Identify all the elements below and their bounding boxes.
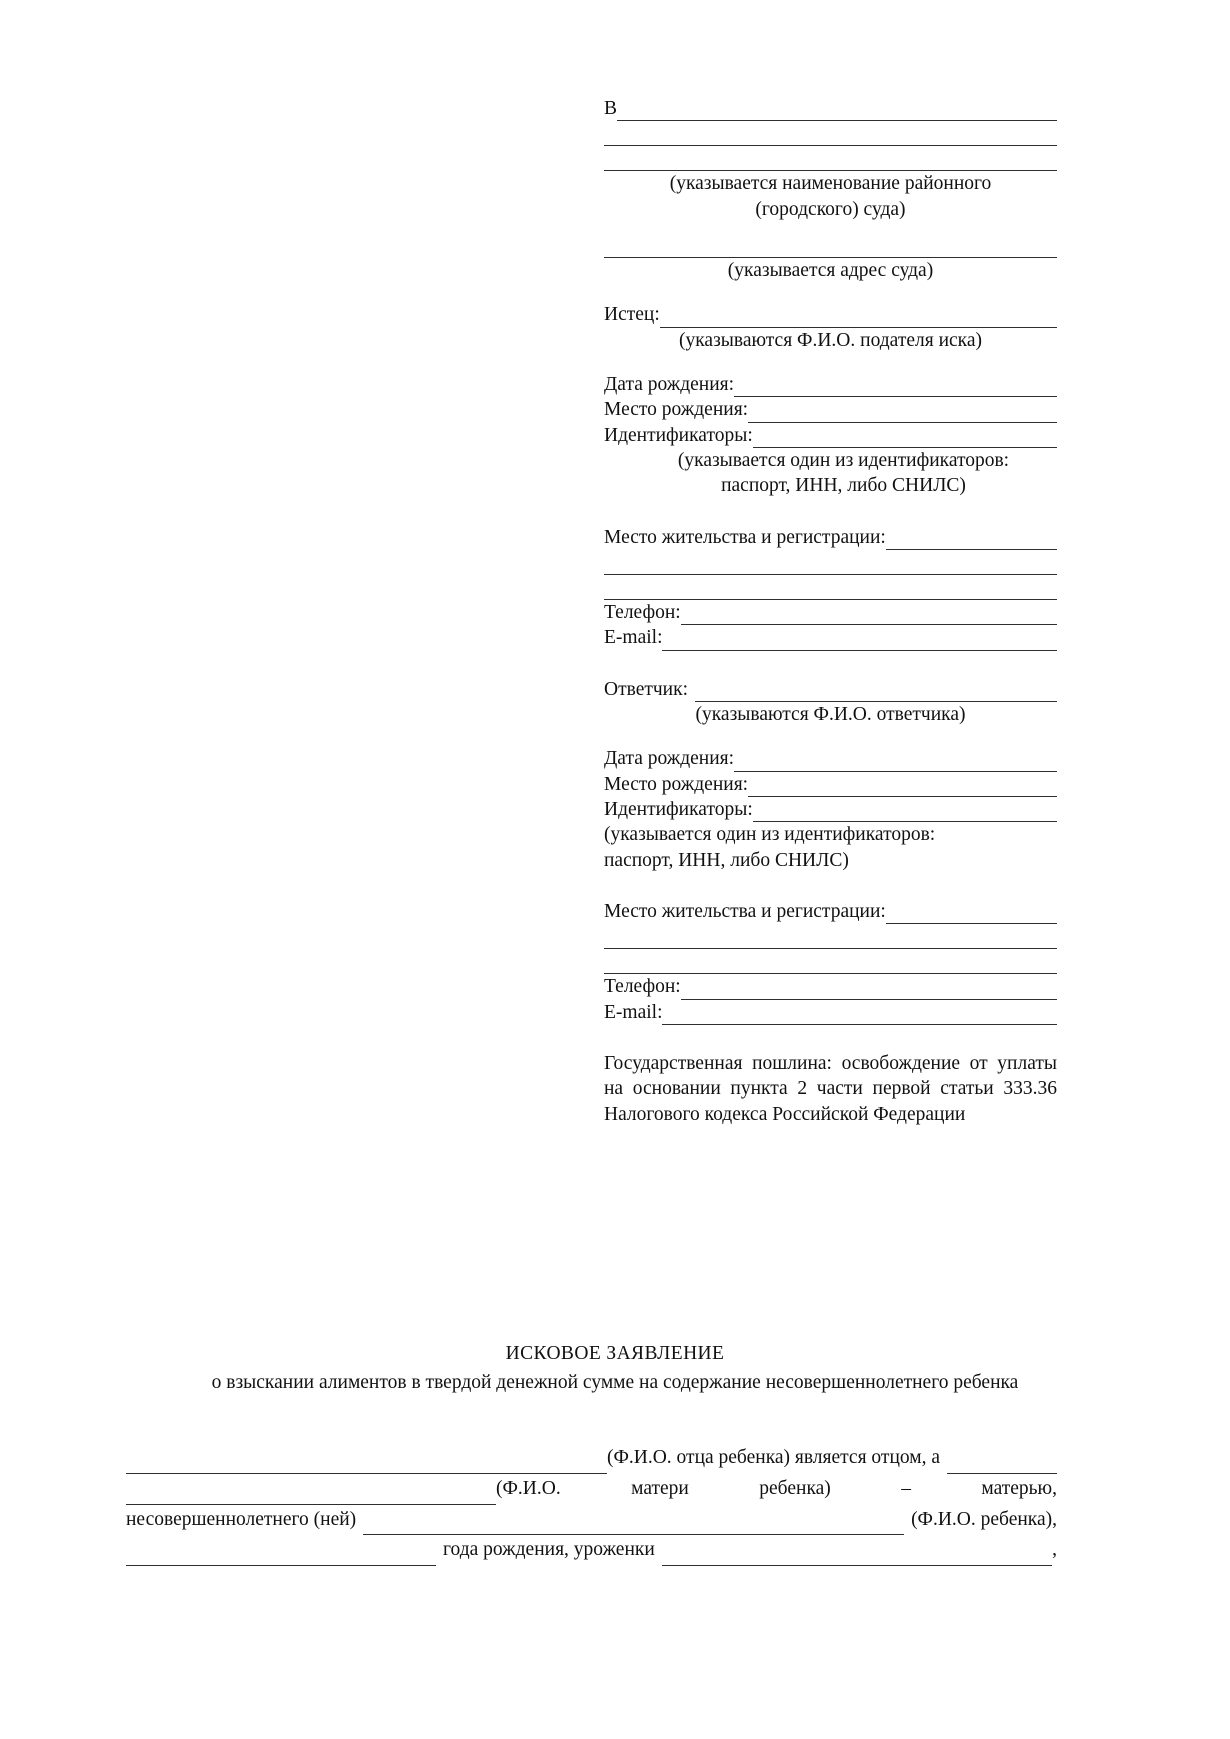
body-line-1: [126, 1443, 1057, 1474]
spacer: [604, 353, 1057, 372]
respondent-birth-place-input[interactable]: [748, 777, 1057, 797]
court-name-note-line-1: (указывается наименование районного: [669, 173, 992, 195]
respondent-email-input[interactable]: [662, 1005, 1057, 1025]
minor-child-prefix-label: несовершеннолетнего (ней): [126, 1508, 357, 1530]
plaintiff-identifiers-note-line-2: паспорт, ИНН, либо СНИЛС): [721, 475, 966, 497]
plaintiff-birth-place-input[interactable]: [748, 403, 1057, 423]
respondent-email-label: E-mail:: [604, 1001, 663, 1023]
respondent-birth-date-input[interactable]: [734, 752, 1057, 772]
mother-fio-note-word-mother: матери: [631, 1477, 689, 1499]
document-subtitle: о взыскании алиментов в твердой денежной сумме на содержание несовершеннолетнего ребенка: [211, 1372, 1019, 1394]
child-birth-year-input[interactable]: [126, 1547, 436, 1567]
child-birth-place-input[interactable]: [662, 1547, 1052, 1567]
respondent-birth-place-label: Место рождения:: [604, 773, 749, 795]
child-fio-note: (Ф.И.О. ребенка),: [911, 1508, 1057, 1530]
plaintiff-phone-input[interactable]: [681, 606, 1057, 626]
mother-fio-note-open: (Ф.И.О.: [496, 1477, 561, 1499]
respondent-identifiers-input[interactable]: [753, 803, 1057, 823]
mother-fio-note-word-child: ребенка): [759, 1477, 831, 1499]
spacer: [604, 499, 1057, 525]
plaintiff-identifiers-label: Идентификаторы:: [604, 424, 753, 446]
spacer: [604, 222, 1057, 233]
plaintiff-fio-note: (указываются Ф.И.О. подателя иска): [679, 329, 982, 351]
plaintiff-birth-place-row: [604, 397, 1057, 422]
child-fio-input[interactable]: [363, 1516, 904, 1536]
birth-year-origin-label: года рождения, уроженки: [443, 1539, 655, 1561]
mother-fio-input[interactable]: [126, 1485, 496, 1505]
plaintiff-email-row: [604, 625, 1057, 650]
mother-role-word: матерью,: [981, 1477, 1057, 1499]
court-name-input[interactable]: [617, 102, 1057, 122]
spacer: [604, 1025, 1057, 1051]
respondent-phone-label: Телефон:: [604, 976, 681, 998]
court-name-line-3[interactable]: [604, 146, 1057, 171]
plaintiff-residence-line-2[interactable]: [604, 550, 1057, 575]
respondent-email-row: [604, 1000, 1057, 1025]
plaintiff-birth-date-row: [604, 372, 1057, 397]
respondent-birth-place-row: [604, 772, 1057, 797]
respondent-fio-note: (указываются Ф.И.О. ответчика): [695, 703, 966, 725]
plaintiff-phone-row: [604, 600, 1057, 625]
plaintiff-row: [604, 302, 1057, 327]
respondent-phone-input[interactable]: [681, 980, 1057, 1000]
father-fio-note: (Ф.И.О. отца ребенка) является отцом, а: [606, 1447, 940, 1468]
respondent-identifiers-note-line-1: (указывается один из идентификаторов:: [604, 824, 936, 846]
respondent-residence-line-3[interactable]: [604, 949, 1057, 974]
spacer: [604, 283, 1057, 302]
respondent-fio-input[interactable]: [695, 682, 1057, 702]
plaintiff-identifiers-note-line-1: (указывается один из идентификаторов:: [677, 449, 1010, 471]
plaintiff-birth-date-input[interactable]: [734, 378, 1057, 398]
dash-separator: –: [901, 1477, 911, 1499]
respondent-residence-label: Место жительства и регистрации:: [604, 900, 886, 922]
plaintiff-label: Истец:: [604, 304, 660, 326]
respondent-label: Ответчик:: [604, 678, 689, 700]
respondent-residence-input[interactable]: [886, 905, 1057, 925]
spacer: [604, 727, 1057, 746]
claim-body-block: [126, 1443, 1057, 1566]
respondent-residence-row: [604, 899, 1057, 924]
court-name-line-2[interactable]: [604, 121, 1057, 146]
body-line-3: [126, 1505, 1057, 1536]
court-address-note: (указывается адрес суда): [727, 259, 934, 281]
plaintiff-birth-date-label: Дата рождения:: [604, 373, 735, 395]
respondent-identifiers-row: [604, 797, 1057, 822]
plaintiff-birth-place-label: Место рождения:: [604, 399, 749, 421]
respondent-identifiers-note-line-2: паспорт, ИНН, либо СНИЛС): [604, 849, 849, 871]
plaintiff-fio-input[interactable]: [660, 308, 1057, 328]
court-name-note-line-2: (городского) суда): [755, 198, 906, 220]
plaintiff-residence-line-3[interactable]: [604, 575, 1057, 600]
respondent-birth-date-row: [604, 746, 1057, 771]
respondent-birth-date-label: Дата рождения:: [604, 748, 735, 770]
plaintiff-email-label: E-mail:: [604, 627, 663, 649]
father-fio-input[interactable]: [126, 1454, 607, 1474]
respondent-residence-line-2[interactable]: [604, 924, 1057, 949]
court-name-row: [604, 96, 1057, 121]
page-title: ИСКОВОЕ ЗАЯВЛЕНИЕ: [505, 1343, 725, 1364]
spacer: [604, 873, 1057, 899]
plaintiff-residence-input[interactable]: [886, 530, 1057, 550]
addressee-prefix-label: В: [604, 98, 618, 119]
respondent-phone-row: [604, 974, 1057, 999]
respondent-row: [604, 677, 1057, 702]
body-line-4-comma: ,: [1052, 1539, 1057, 1561]
plaintiff-residence-label: Место жительства и регистрации:: [604, 526, 886, 548]
plaintiff-residence-row: [604, 525, 1057, 550]
plaintiff-email-input[interactable]: [662, 631, 1057, 651]
header-parties-block: [604, 96, 1057, 1127]
document-title-block: [150, 1341, 1080, 1396]
body-line-4: [126, 1535, 1057, 1566]
mother-fio-input-start[interactable]: [947, 1454, 1057, 1474]
body-line-2: [126, 1474, 1057, 1505]
plaintiff-identifiers-input[interactable]: [753, 428, 1057, 448]
respondent-identifiers-label: Идентификаторы:: [604, 798, 753, 820]
plaintiff-identifiers-row: [604, 423, 1057, 448]
state-duty-paragraph: Государственная пошлина: освобождение от уплаты на основании пункта 2 части первой статьи 333.36 Налогового кодекса Российской Федерации: [604, 1052, 1057, 1125]
court-address-input[interactable]: [604, 233, 1057, 258]
plaintiff-phone-label: Телефон:: [604, 601, 681, 623]
spacer: [604, 651, 1057, 677]
